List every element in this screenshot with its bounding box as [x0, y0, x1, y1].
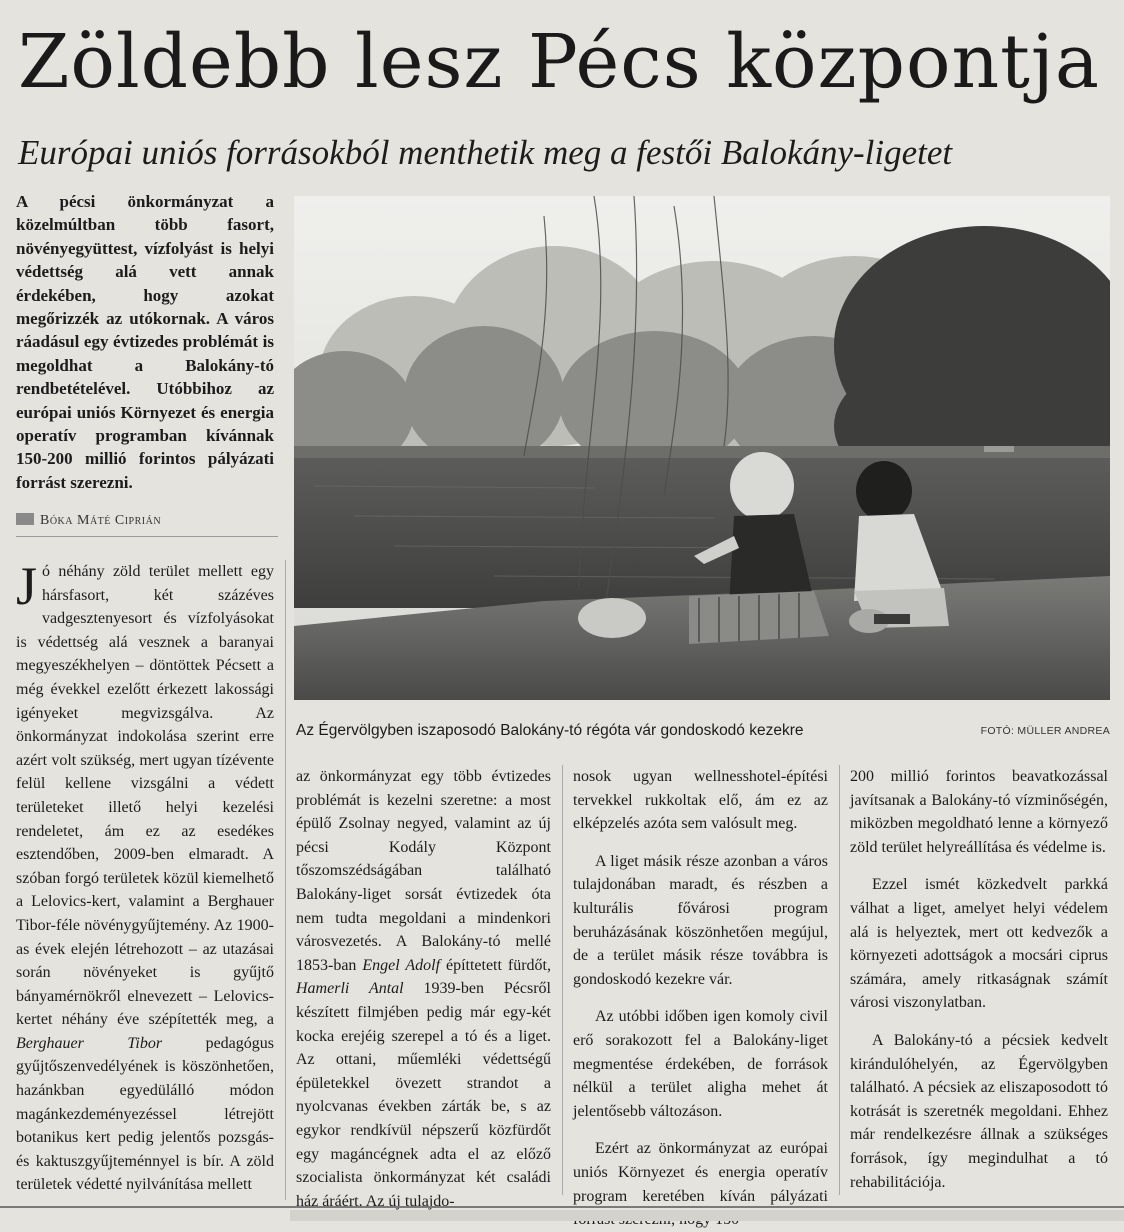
- body-paragraph: Ezért az önkormányzat az európai uniós Környezet és energia operatív program keretében kíván pályázati: [573, 1140, 828, 1205]
- photo-credit: FOTÓ: MÜLLER ANDREA: [980, 725, 1110, 737]
- article-photo: [294, 196, 1110, 700]
- column-rule: [285, 560, 286, 1200]
- person-name: Berghauer Tibor: [16, 1034, 163, 1052]
- body-paragraph: A liget másik része azonban a város tulajdonában maradt, és részben a kulturális fővárosi program beruházásának köszönhetően megújul, de a terület másik része továbbra is gondoskodó kezekre vár.: [573, 852, 828, 988]
- body-paragraph: [16, 556, 274, 1197]
- body-text-run: építtetett fürdőt,: [440, 956, 551, 974]
- body-paragraph: Az utóbbi időben igen komoly civil erő sorakozott fel a Balokány-liget megmentése érdekében, de források nélkül a terület aligha mehet át jelentősebb változáson.: [573, 1008, 828, 1120]
- pond-children-photo: [294, 196, 1110, 700]
- body-text-run: 1939-ben Pécsről készített filmjében pedig már egy-két kocka erejéig szerepel a tó és a liget. Az ottani, műemléki védettségű épületekkel övezett strandot a nyolcvanas években zárták be, s az egykor rendkívül népszerű közfürdőt egy magáncégnek adta el az előző szocialista önkormányzat két családi ház áráért. Az új tulajdo-: [296, 980, 551, 1210]
- drop-cap: J: [16, 556, 38, 616]
- person-name: Engel Adolf: [362, 956, 441, 974]
- body-column-3: [573, 765, 828, 1232]
- body-text-run: pedagógus gyűjtőszenvedélyének is köszönhetően, hazánkban egyedülálló módon magánkezdeményezéssel létrejött botanikus kert pedig jelentős pozsgás- és kaktuszgyűjteménnyel is bír. A zöld területek védetté nyilvánítása mellett: [16, 1034, 274, 1194]
- body-paragraph: 200 millió forintos beavatkozással javítsanak a Balokány-tó vízminőségén, miközben megoldható lenne a környező zöld terület helyreállítása és védelme is.: [850, 768, 1108, 856]
- body-text-run: ó néhány zöld terület mellett egy hársfasort, két százéves vadgesztenyesort és vízfolyásokat is védettség alá vesznek a baranyai megyeszékhelyen – döntöttek Pécsett a még évekkel ezelőtt érkezett lakossági igényeket megvizsgálva. Az önkormányzat indokolása szerint erre azért volt szükség, mert ugyan tízévente felül kellene vizsgálni a védett területeket illető helyi kezelési rendeletet, ám ez az esedékes esztendőben, 2009-ben elmaradt. A szóban forgó területek közül kiemelhető a Lelovics-kert, valamint a Berghauer Tibor-féle növénygyűjtemény. Az 1900-as évek elején létrehozott – az utazásai során növényeket is gyűjtő bányamérnökről elnevezett – Lelovics-kertet néhány éve szépítették meg, a: [16, 563, 274, 1029]
- body-paragraph: nosok ugyan wellnesshotel-építési tervekkel rukkoltak elő, ám ez az elképzelés azóta sem valósult meg.: [573, 768, 828, 833]
- body-column-2: [296, 765, 551, 1213]
- byline-rule: [16, 536, 278, 537]
- body-paragraph: Ezzel ismét közkedvelt parkká válhat a liget, amelyet helyi védelem alá is helyeztek, mert ott kedvezők a környezeti adottságok a mocsári ciprus számára, amely ritkaságnak számít városi viszonylatban.: [850, 876, 1108, 1012]
- next-article-edge: [290, 1210, 1124, 1221]
- author-name: Bóka Máté Ciprián: [40, 513, 162, 528]
- lead-paragraph: A pécsi önkormányzat a közelmúltban több fasort, növényegyüttest, vízfolyást is helyi védettség alá vett annak érdekében, hogy azokat megőrizzék az utókornak. A város ráadásul egy évtizedes problémát is megoldhat a Balokány-tó rendbetételével. Utóbbihoz az európai uniós Környezet és energia operatív programban kívánnak 150-200 millió forintos pályázati forrást szerezni.: [16, 192, 274, 492]
- page-bottom-rule: [0, 1206, 1124, 1208]
- column-rule: [562, 765, 563, 1195]
- body-text-run: az önkormányzat egy több évtizedes problémát is kezelni szeretne: a most épülő Zsolnay negyed, valamint az új pécsi Kodály Központ tőszomszédságában található Balokány-liget sorsát évtizedek óta nem tudta megoldani a mindenkori városvezetés. A Balokány-tó mellé 1853-ban: [296, 768, 551, 974]
- person-name: Hamerli Antal: [296, 980, 404, 998]
- photo-caption: Az Égervölgyben iszaposodó Balokány-tó régóta vár gondoskodó kezekre: [296, 722, 804, 739]
- body-column-4: [850, 765, 1108, 1194]
- body-paragraph: [296, 765, 551, 1213]
- byline: [16, 513, 276, 529]
- headline: Zöldebb lesz Pécs központja: [18, 19, 1100, 105]
- column-rule: [839, 765, 840, 1195]
- body-paragraph: A Balokány-tó a pécsiek kedvelt kirándulóhelyén, az Égervölgyben található. A pécsiek az eliszaposodott tó kotrását is szeretnék megoldani. Ehhez már rendelkezésre állnak a szükséges források, így megindulhat a tó rehabilitációja.: [850, 1031, 1108, 1191]
- body-column-1: [16, 556, 274, 1197]
- byline-marker-icon: [16, 513, 34, 525]
- subheadline: Európai uniós forrásokból menthetik meg a festői Balokány-ligetet: [18, 133, 953, 172]
